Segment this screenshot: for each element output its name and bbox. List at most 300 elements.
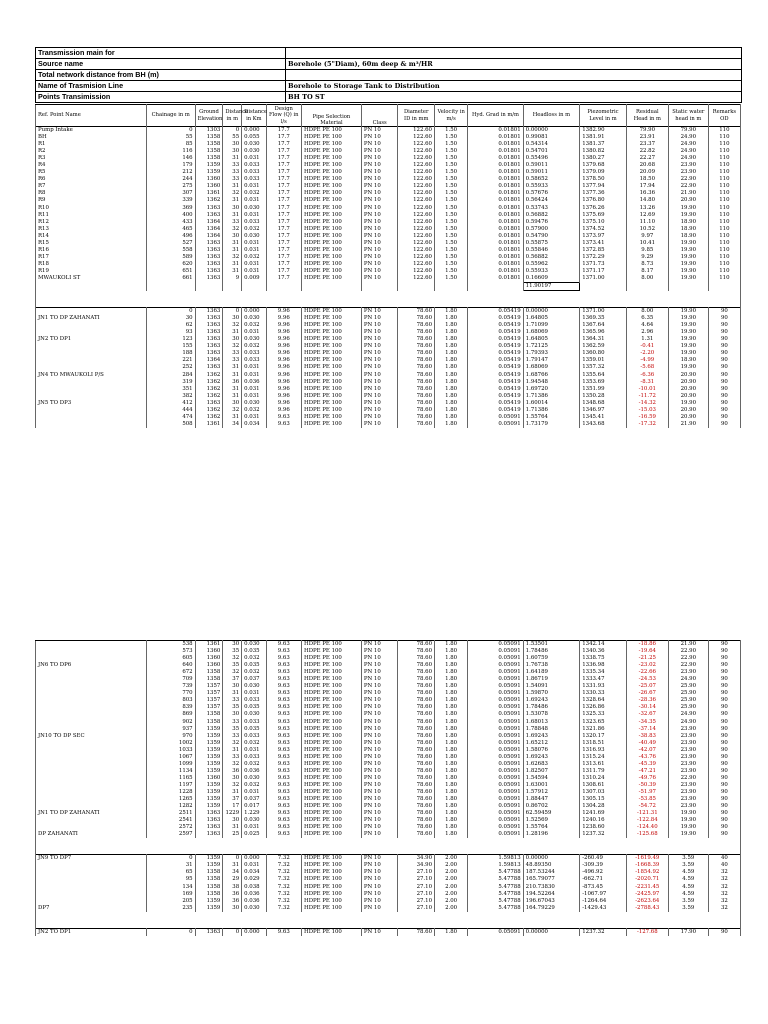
table-cell <box>36 884 147 891</box>
table-cell: 90 <box>708 747 740 754</box>
table-cell: 0.55846 <box>523 247 580 254</box>
table-cell: 1374.52 <box>580 226 627 233</box>
table-cell <box>36 789 147 796</box>
table-cell: 17.7 <box>266 169 301 176</box>
table-cell: 78.60 <box>398 831 435 838</box>
table-cell: 0.55962 <box>523 261 580 268</box>
table-cell <box>36 891 147 898</box>
table-cell: 78.60 <box>398 364 435 371</box>
table-cell: 433 <box>146 219 195 226</box>
table-cell: R13 <box>36 226 147 233</box>
table-cell: 0.05091 <box>468 768 523 775</box>
table-cell <box>36 898 147 905</box>
table-cell: 1.50 <box>435 176 468 183</box>
table-cell: PN 10 <box>361 898 398 905</box>
table-cell: 244 <box>146 176 195 183</box>
table-cell: 1326.86 <box>580 704 627 711</box>
table-cell: 9.63 <box>266 704 301 711</box>
table-cell: 90 <box>708 662 740 669</box>
table-cell: 90 <box>708 711 740 718</box>
table-cell: R1 <box>36 141 147 148</box>
table-cell <box>36 876 147 883</box>
table-cell <box>36 329 147 336</box>
table-cell: 1358 <box>195 669 223 676</box>
table-cell: 0.05419 <box>468 322 523 329</box>
table-cell: -2231.45 <box>626 884 668 891</box>
table-cell: 23.37 <box>626 141 668 148</box>
table-cell: 0.038 <box>242 884 266 891</box>
table-cell: HDPE PE 100 <box>302 414 362 421</box>
table-cell: 17.7 <box>266 254 301 261</box>
table-cell: 110 <box>708 261 740 268</box>
header-value: BH TO ST <box>286 92 742 103</box>
table-cell: HDPE PE 100 <box>302 891 362 898</box>
table-cell: 17.94 <box>626 183 668 190</box>
table-cell <box>36 683 147 690</box>
table-cell: 90 <box>708 343 740 350</box>
table-cell <box>36 655 147 662</box>
table-cell: 0.05091 <box>468 761 523 768</box>
table-cell: 0.009 <box>242 275 266 283</box>
table-cell: 18.90 <box>668 219 708 226</box>
table-cell: 17.7 <box>266 233 301 240</box>
table-cell: 1363 <box>195 350 223 357</box>
table-cell: -2.20 <box>626 350 668 357</box>
header-label: Source name <box>36 59 286 70</box>
table-cell: 1.60759 <box>523 655 580 662</box>
table-cell: PN 10 <box>361 711 398 718</box>
table-cell: 78.60 <box>398 336 435 343</box>
table-cell: 651 <box>146 268 195 275</box>
table-cell: R6 <box>36 176 147 183</box>
table-cell: 1.80 <box>435 662 468 669</box>
table-cell: PN 10 <box>361 190 398 197</box>
table-cell: 110 <box>708 190 740 197</box>
table-cell: 122.60 <box>398 261 435 268</box>
table-cell: -11.72 <box>626 393 668 400</box>
table-cell: 2541 <box>146 817 195 824</box>
table-row <box>36 817 741 824</box>
table-cell: 1303 <box>195 127 223 135</box>
table-cell: PN 10 <box>361 690 398 697</box>
table-cell: 1363 <box>195 205 223 212</box>
table-cell: 20.09 <box>626 169 668 176</box>
table-cell: 1318.51 <box>580 740 627 747</box>
table-cell: 78.60 <box>398 683 435 690</box>
table-cell: 1371.17 <box>580 268 627 275</box>
table-cell <box>36 775 147 782</box>
table-cell: 1376.26 <box>580 205 627 212</box>
table-cell: 1359 <box>195 733 223 740</box>
table-row <box>36 704 741 711</box>
table-cell: 1363 <box>195 928 223 936</box>
table-cell: 1358 <box>195 148 223 155</box>
table-cell: 0.05091 <box>468 747 523 754</box>
table-cell: 1.50 <box>435 162 468 169</box>
table-cell: 36 <box>223 379 242 386</box>
table-row <box>36 928 741 936</box>
table-cell: -1264.64 <box>580 898 627 905</box>
table-cell: 0.56882 <box>523 212 580 219</box>
table-cell: 90 <box>708 308 740 316</box>
table-cell: -45.39 <box>626 761 668 768</box>
pipe-selection-label: Pipe Selection <box>312 113 351 120</box>
table-cell: 20.90 <box>668 414 708 421</box>
table-cell: 709 <box>146 676 195 683</box>
table-cell: 1.82507 <box>523 768 580 775</box>
table-cell: 1.50 <box>435 197 468 204</box>
table-cell: 0.032 <box>242 254 266 261</box>
table-cell: HDPE PE 100 <box>302 726 362 733</box>
table-cell: 1228 <box>146 789 195 796</box>
table-cell: -16.59 <box>626 414 668 421</box>
table-cell: R10 <box>36 205 147 212</box>
table-cell: 62.59459 <box>523 810 580 817</box>
table-cell: 7.32 <box>266 891 301 898</box>
table-row <box>36 176 741 183</box>
table-cell: 30 <box>146 315 195 322</box>
table-cell: 0.025 <box>242 831 266 838</box>
table-cell: 8.00 <box>626 308 668 316</box>
table-cell: 33 <box>223 169 242 176</box>
table-cell: 205 <box>146 898 195 905</box>
table-cell: 78.60 <box>398 343 435 350</box>
table-cell: 22.27 <box>626 155 668 162</box>
table-cell: 32 <box>223 226 242 233</box>
table-cell: 620 <box>146 261 195 268</box>
table-cell: -2788.43 <box>626 905 668 912</box>
table-cell: 1.50 <box>435 205 468 212</box>
table-cell: 95 <box>146 876 195 883</box>
table-cell: 2.00 <box>435 891 468 898</box>
table-cell: 27.10 <box>398 884 435 891</box>
table-cell: 22.90 <box>668 655 708 662</box>
table-cell: 1363 <box>195 400 223 407</box>
table-cell: 1.80 <box>435 831 468 838</box>
table-cell: 2.00 <box>435 855 468 863</box>
table-cell: 90 <box>708 761 740 768</box>
table-cell: 32 <box>223 190 242 197</box>
table-cell: 4.59 <box>668 891 708 898</box>
table-cell: HDPE PE 100 <box>302 364 362 371</box>
table-cell: 1359 <box>195 740 223 747</box>
table-cell: HDPE PE 100 <box>302 254 362 261</box>
table-cell: 32 <box>708 905 740 912</box>
table-cell: 122.60 <box>398 155 435 162</box>
table-cell: 275 <box>146 183 195 190</box>
table-row <box>36 343 741 350</box>
table-cell: JN1 TO DP ZAHANATI <box>36 810 147 817</box>
table-cell: 1378.50 <box>580 176 627 183</box>
table-cell: 1282 <box>146 803 195 810</box>
table-cell: 970 <box>146 733 195 740</box>
table-cell <box>36 869 147 876</box>
table-cell <box>36 768 147 775</box>
table-row <box>36 308 741 316</box>
table-cell: 122.60 <box>398 247 435 254</box>
table-cell: 0.05091 <box>468 414 523 421</box>
table-cell: 122.60 <box>398 275 435 283</box>
table-cell: 9.63 <box>266 789 301 796</box>
table-cell: 1.62683 <box>523 761 580 768</box>
table-cell: HDPE PE 100 <box>302 824 362 831</box>
table-cell: 0.01801 <box>468 134 523 141</box>
table-row <box>36 775 741 782</box>
table-row <box>36 275 741 283</box>
table-cell: -124.40 <box>626 824 668 831</box>
table-cell <box>36 824 147 831</box>
table-cell: 2.00 <box>435 862 468 869</box>
table-cell: 0.05091 <box>468 683 523 690</box>
table-cell: 0.05091 <box>468 641 523 649</box>
col-remarks: Remarks OD <box>708 105 740 127</box>
section-jn9-to-dp7 <box>36 855 741 912</box>
table-cell: PN 10 <box>361 315 398 322</box>
table-cell: 1.53078 <box>523 711 580 718</box>
table-cell: 9.63 <box>266 796 301 803</box>
table-cell: 1.31 <box>626 336 668 343</box>
table-cell: 194.52264 <box>523 891 580 898</box>
col-hyd-grad: Hyd. Grad in m/m <box>468 105 523 127</box>
table-cell: HDPE PE 100 <box>302 768 362 775</box>
table-cell: 7.32 <box>266 862 301 869</box>
table-cell: 32 <box>708 869 740 876</box>
table-cell: 1.94548 <box>523 379 580 386</box>
table-cell: 122.60 <box>398 226 435 233</box>
table-cell: 1.76738 <box>523 662 580 669</box>
table-cell: -28.36 <box>626 697 668 704</box>
table-cell: 0.031 <box>242 824 266 831</box>
header-label: Transmission main for <box>36 48 286 59</box>
table-cell: HDPE PE 100 <box>302 308 362 316</box>
table-cell: PN 10 <box>361 148 398 155</box>
table-cell: HDPE PE 100 <box>302 740 362 747</box>
table-cell: 1373.97 <box>580 233 627 240</box>
table-cell: 30 <box>223 905 242 912</box>
table-cell: 1.50 <box>435 219 468 226</box>
table-cell: 78.60 <box>398 357 435 364</box>
table-cell: 0.01801 <box>468 219 523 226</box>
table-cell: 1.80 <box>435 421 468 428</box>
table-cell: 9.63 <box>266 726 301 733</box>
table-cell: 0.01801 <box>468 247 523 254</box>
table-cell: 7.32 <box>266 869 301 876</box>
table-cell: 1363 <box>195 308 223 316</box>
table-cell: -14.32 <box>626 400 668 407</box>
table-cell: 1348.68 <box>580 400 627 407</box>
table-cell: 1365.96 <box>580 329 627 336</box>
table-cell: 78.60 <box>398 824 435 831</box>
table-cell: 1.80 <box>435 343 468 350</box>
table-cell: 3.59 <box>668 905 708 912</box>
table-cell: 1.80 <box>435 357 468 364</box>
table-row <box>36 240 741 247</box>
table-cell: 1355.64 <box>580 372 627 379</box>
table-cell: 31 <box>223 247 242 254</box>
table-cell: -40.49 <box>626 740 668 747</box>
table-row <box>36 876 741 883</box>
table-cell: PN 10 <box>361 233 398 240</box>
table-cell: 17 <box>223 803 242 810</box>
table-cell: 0.01801 <box>468 226 523 233</box>
table-cell: -38.83 <box>626 733 668 740</box>
col-headloss: Headloss in m <box>523 105 580 127</box>
table-cell: 1.80 <box>435 810 468 817</box>
table-cell: 90 <box>708 407 740 414</box>
table-cell: 110 <box>708 268 740 275</box>
table-cell: 122.60 <box>398 176 435 183</box>
table-row <box>36 796 741 803</box>
table-cell: 0.05091 <box>468 810 523 817</box>
table-cell: 221 <box>146 357 195 364</box>
table-cell: 0.05419 <box>468 343 523 350</box>
table-cell: 235 <box>146 905 195 912</box>
table-cell: 122.60 <box>398 254 435 261</box>
table-cell: 40 <box>708 855 740 863</box>
table-cell: 134 <box>146 884 195 891</box>
table-cell: 32 <box>223 655 242 662</box>
section-jn6-to-dp-zahanati <box>36 641 741 839</box>
table-cell: 0.033 <box>242 697 266 704</box>
table-cell: PN 10 <box>361 648 398 655</box>
table-cell: 188 <box>146 350 195 357</box>
table-cell: HDPE PE 100 <box>302 869 362 876</box>
table-cell: 0 <box>146 308 195 316</box>
table-cell: 30 <box>223 641 242 649</box>
table-cell <box>36 719 147 726</box>
table-cell: -23.02 <box>626 662 668 669</box>
table-cell: 937 <box>146 726 195 733</box>
table-cell: 0.56882 <box>523 254 580 261</box>
table-cell: PN 10 <box>361 275 398 283</box>
table-cell: 1.78486 <box>523 648 580 655</box>
table-cell: 0.05091 <box>468 789 523 796</box>
table-cell: 31 <box>223 364 242 371</box>
table-cell: R14 <box>36 233 147 240</box>
table-cell: 24.90 <box>668 719 708 726</box>
table-cell: 1.69243 <box>523 733 580 740</box>
table-cell: 9.97 <box>626 233 668 240</box>
table-cell: 19.90 <box>668 810 708 817</box>
table-cell: PN 10 <box>361 329 398 336</box>
table-cell: 1.50 <box>435 268 468 275</box>
table-cell: 0.05091 <box>468 655 523 662</box>
table-cell: 78.60 <box>398 641 435 649</box>
table-cell: 0.01801 <box>468 155 523 162</box>
table-cell: 122.60 <box>398 268 435 275</box>
table-cell: 9.96 <box>266 357 301 364</box>
table-cell: 78.60 <box>398 379 435 386</box>
table-cell: 20.90 <box>668 407 708 414</box>
table-cell <box>36 393 147 400</box>
table-cell: PN 10 <box>361 862 398 869</box>
table-cell: HDPE PE 100 <box>302 747 362 754</box>
table-cell <box>36 414 147 421</box>
table-cell: 35 <box>223 704 242 711</box>
table-cell: 116 <box>146 148 195 155</box>
table-cell: 1362 <box>195 407 223 414</box>
table-cell: 1.63001 <box>523 782 580 789</box>
table-cell: 0.031 <box>242 247 266 254</box>
table-cell <box>36 669 147 676</box>
table-cell: 0.58652 <box>523 176 580 183</box>
table-cell: 474 <box>146 414 195 421</box>
table-cell: 1376.80 <box>580 197 627 204</box>
table-cell: HDPE PE 100 <box>302 268 362 275</box>
table-cell: 1305.15 <box>580 796 627 803</box>
table-cell: PN 10 <box>361 824 398 831</box>
table-cell: 1350.28 <box>580 393 627 400</box>
table-cell: 0.99081 <box>523 134 580 141</box>
table-cell: 1359 <box>195 761 223 768</box>
table-cell: 1.50 <box>435 190 468 197</box>
table-cell: 196.67043 <box>523 898 580 905</box>
table-cell: PN 10 <box>361 261 398 268</box>
table-cell: 122.60 <box>398 169 435 176</box>
table-row <box>36 421 741 428</box>
table-cell: -51.97 <box>626 789 668 796</box>
table-row <box>36 898 741 905</box>
table-cell: 122.60 <box>398 148 435 155</box>
table-cell: R2 <box>36 148 147 155</box>
table-cell: PN 10 <box>361 379 398 386</box>
table-cell: -1854.92 <box>626 869 668 876</box>
table-cell: 0.035 <box>242 704 266 711</box>
table-cell: 0.05091 <box>468 711 523 718</box>
table-cell: 55 <box>223 134 242 141</box>
table-cell: PN 10 <box>361 343 398 350</box>
table-cell: PN 10 <box>361 400 398 407</box>
table-cell: 23.90 <box>668 789 708 796</box>
table-cell: 22.90 <box>668 662 708 669</box>
table-cell: 18.50 <box>626 176 668 183</box>
table-cell: HDPE PE 100 <box>302 711 362 718</box>
table-cell: 1369.35 <box>580 315 627 322</box>
table-cell: PN 10 <box>361 393 398 400</box>
table-cell: 90 <box>708 690 740 697</box>
table-cell: 1.72125 <box>523 343 580 350</box>
table-cell: 0.05091 <box>468 831 523 838</box>
table-cell: 110 <box>708 254 740 261</box>
table-cell: PN 10 <box>361 176 398 183</box>
table-cell: 17.7 <box>266 268 301 275</box>
header-row <box>36 92 742 103</box>
table-cell: -1619.49 <box>626 855 668 863</box>
table-cell: 9.63 <box>266 683 301 690</box>
table-cell: 0.031 <box>242 414 266 421</box>
table-row <box>36 372 741 379</box>
table-cell: 9.96 <box>266 407 301 414</box>
table-cell: R19 <box>36 268 147 275</box>
table-cell: PN 10 <box>361 134 398 141</box>
table-cell: 0.037 <box>242 676 266 683</box>
table-cell: 0.54701 <box>523 148 580 155</box>
table-cell: 0.01801 <box>468 183 523 190</box>
table-cell: 0.05419 <box>468 393 523 400</box>
table-cell: 32 <box>708 898 740 905</box>
table-cell: 0 <box>146 928 195 936</box>
table-cell: 22.90 <box>668 775 708 782</box>
table-cell: HDPE PE 100 <box>302 655 362 662</box>
table-cell: HDPE PE 100 <box>302 176 362 183</box>
table-cell: 9.63 <box>266 740 301 747</box>
table-cell: -22.66 <box>626 669 668 676</box>
table-cell: 1363 <box>195 254 223 261</box>
table-cell: 0.031 <box>242 393 266 400</box>
table-cell: 1343.68 <box>580 421 627 428</box>
table-cell: 1342.14 <box>580 641 627 649</box>
table-cell: PN 10 <box>361 336 398 343</box>
